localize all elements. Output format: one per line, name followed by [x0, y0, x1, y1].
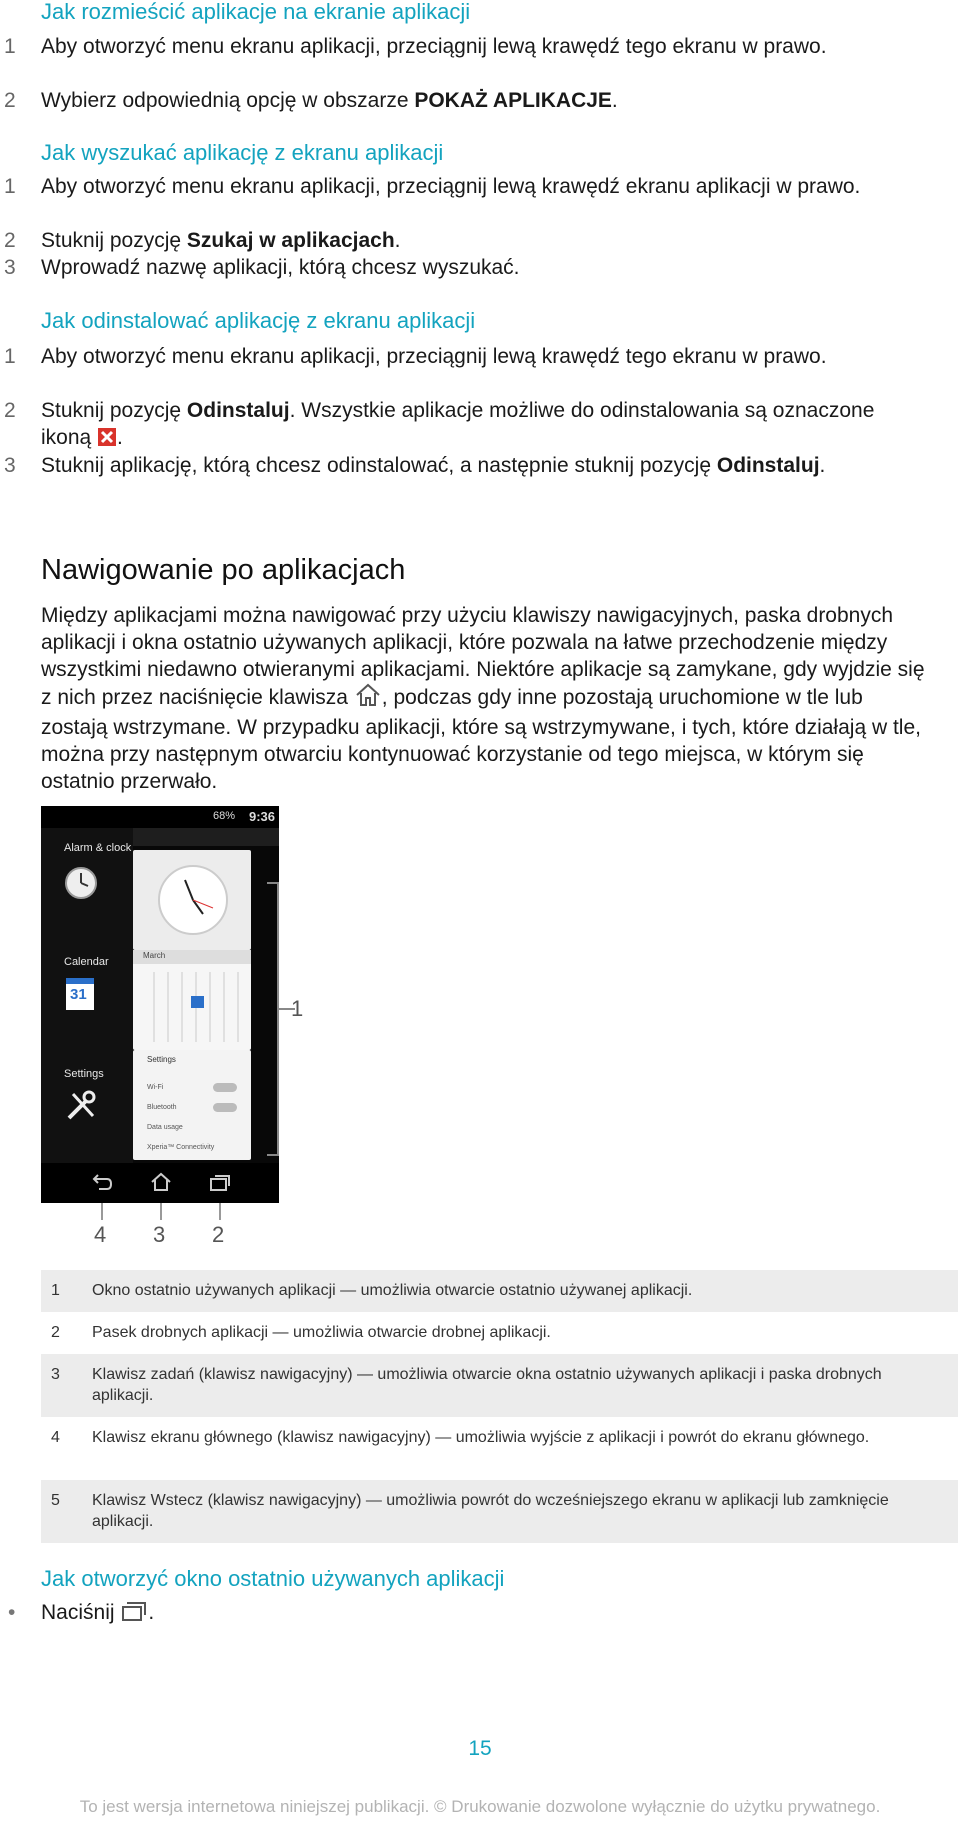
legend-number: 4: [51, 1429, 60, 1446]
legend-text: Klawisz zadań (klawisz nawigacyjny) — umożliwia otwarcie okna ostatnio używanych aplikacji i paska drobnych aplikacji.: [92, 1366, 882, 1404]
section-title: Nawigowanie po aplikacjach: [41, 554, 406, 586]
step-number: 1: [4, 175, 16, 198]
recent-app-label: Settings: [64, 1068, 104, 1080]
step-number: 1: [4, 35, 16, 58]
legend-row: [41, 1354, 958, 1417]
callout-bracket: [267, 882, 279, 1156]
step: [0, 254, 900, 281]
legend-text: Klawisz ekranu głównego (klawisz nawigacyjny) — umożliwia wyjście z aplikacji i powrót do ekranu głównego.: [92, 1429, 870, 1446]
step: [0, 173, 900, 227]
step-number: 2: [4, 229, 16, 252]
clock-app-icon: [64, 866, 98, 900]
legend-number: 2: [51, 1324, 60, 1341]
step-text: Stuknij pozycję Odinstaluj. Wszystkie aplikacje możliwe do odinstalowania są oznaczone ikoną .: [41, 397, 881, 454]
legend-row: [41, 1312, 958, 1354]
legend-number: 3: [51, 1366, 60, 1383]
uninstall-icon: [97, 427, 117, 454]
small-apps-bar: [133, 828, 279, 846]
recent-apps-key-icon[interactable]: [209, 1173, 231, 1193]
heading-arrange-apps: Jak rozmieścić aplikacje na ekranie aplikacji: [41, 0, 471, 24]
calendar-app-icon: 31: [66, 978, 94, 1010]
nav-paragraph: Między aplikacjami można nawigować przy użyciu klawiszy nawigacyjnych, paska drobnych aplikacji i okna ostatnio używanych aplikacji, które pozwala na łatwe przechodzenie między wszystkimi niedawno otwieranymi aplikacjami. Niektóre aplikacje są zamykane, gdy wyjdzie się z nich przez naciśnięcie klawisza , podczas gdy inne pozostają uruchomione w tle lub zostają wstrzymane. W przypadku aplikacji, które są wstrzymywane, i tych, które działają w tle, można przy następnym otwarciu kontynuować korzystanie od tego miejsca, w którym się ostatnio przerwało.: [41, 604, 925, 793]
status-time: 9:36: [248, 809, 275, 824]
step: [0, 87, 900, 114]
step-text: Aby otworzyć menu ekranu aplikacji, przeciągnij lewą krawędź tego ekranu w prawo.: [41, 345, 827, 368]
option-name: Szukaj w aplikacjach: [186, 229, 395, 252]
step-text: Wprowadź nazwę aplikacji, którą chcesz wyszukać.: [41, 256, 520, 279]
callout-line: [101, 1203, 103, 1220]
step-text: Wybierz odpowiednią opcję w obszarze POKAŻ APLIKACJE.: [41, 89, 618, 112]
step-number: 2: [4, 89, 16, 112]
page-number: 15: [468, 1737, 492, 1760]
settings-card: Settings Wi-Fi Bluetooth Data usage Xperia™ Connectivity: [133, 1050, 251, 1160]
legend-row: [41, 1480, 958, 1543]
callout-number: 1: [291, 996, 304, 1021]
home-key-icon[interactable]: [150, 1172, 172, 1192]
legend-number: 5: [51, 1492, 60, 1509]
legend-row: [41, 1270, 958, 1312]
callout-line: [219, 1203, 221, 1220]
recent-apps-key-icon: [120, 1600, 148, 1629]
step-number: 1: [4, 345, 16, 368]
step-text: Stuknij pozycję Szukaj w aplikacjach.: [41, 229, 401, 252]
heading-uninstall-apps: Jak odinstalować aplikację z ekranu aplikacji: [41, 308, 476, 333]
step: [0, 33, 900, 87]
step: [0, 343, 900, 397]
legend-text: Okno ostatnio używanych aplikacji — umożliwia otwarcie ostatnio używanej aplikacji.: [92, 1282, 693, 1299]
battery-level: 68%: [212, 810, 235, 822]
legend-number: 1: [51, 1282, 60, 1299]
clock-card: [133, 850, 251, 950]
step: [0, 227, 900, 254]
back-key-icon[interactable]: [91, 1173, 113, 1193]
calendar-card: March: [133, 950, 251, 1050]
step-text: Aby otworzyć menu ekranu aplikacji, przeciągnij lewą krawędź tego ekranu w prawo.: [41, 35, 827, 58]
option-name: Odinstaluj: [716, 454, 820, 477]
footer-notice: To jest wersja internetowa niniejszej publikacji. © Drukowanie dozwolone wyłącznie do użytku prywatnego.: [79, 1797, 881, 1816]
heading-search-apps: Jak wyszukać aplikację z ekranu aplikacji: [41, 140, 444, 165]
step: [0, 397, 900, 451]
step-text: Stuknij aplikację, którą chcesz odinstalować, a następnie stuknij pozycję Odinstaluj.: [41, 454, 826, 477]
recent-apps-list: [41, 828, 133, 1163]
bullet-text: Naciśnij .: [41, 1599, 154, 1629]
step-number: 2: [4, 399, 16, 422]
step-number: 3: [4, 256, 16, 279]
recent-app-label: Alarm & clock: [64, 842, 132, 854]
recent-apps-screenshot: [41, 806, 279, 1203]
legend-row: [41, 1417, 958, 1480]
option-name: Odinstaluj: [186, 399, 290, 422]
home-key-icon: [354, 683, 382, 714]
status-bar: [41, 806, 279, 828]
callout-number: 2: [212, 1222, 225, 1247]
callout-line: [160, 1203, 162, 1220]
step-text: Aby otworzyć menu ekranu aplikacji, przeciągnij lewą krawędź ekranu aplikacji w prawo.: [41, 175, 861, 198]
option-name: POKAŻ APLIKACJE: [414, 89, 612, 112]
bullet: •: [8, 1601, 16, 1624]
settings-tools-icon: [65, 1090, 97, 1122]
step: [0, 452, 900, 506]
step-number: 3: [4, 454, 16, 477]
recent-apps-stack: [133, 828, 279, 1163]
recent-app-label: Calendar: [64, 956, 109, 968]
legend-text: Pasek drobnych aplikacji — umożliwia otwarcie drobnej aplikacji.: [92, 1324, 551, 1341]
heading-open-recent-apps: Jak otworzyć okno ostatnio używanych aplikacji: [41, 1566, 505, 1591]
callout-number: 3: [153, 1222, 166, 1247]
callout-number: 4: [94, 1222, 107, 1247]
navigation-bar: [41, 1163, 279, 1203]
legend-text: Klawisz Wstecz (klawisz nawigacyjny) — umożliwia powrót do wcześniejszego ekranu w aplikacji lub zamknięcie aplikacji.: [92, 1492, 889, 1530]
